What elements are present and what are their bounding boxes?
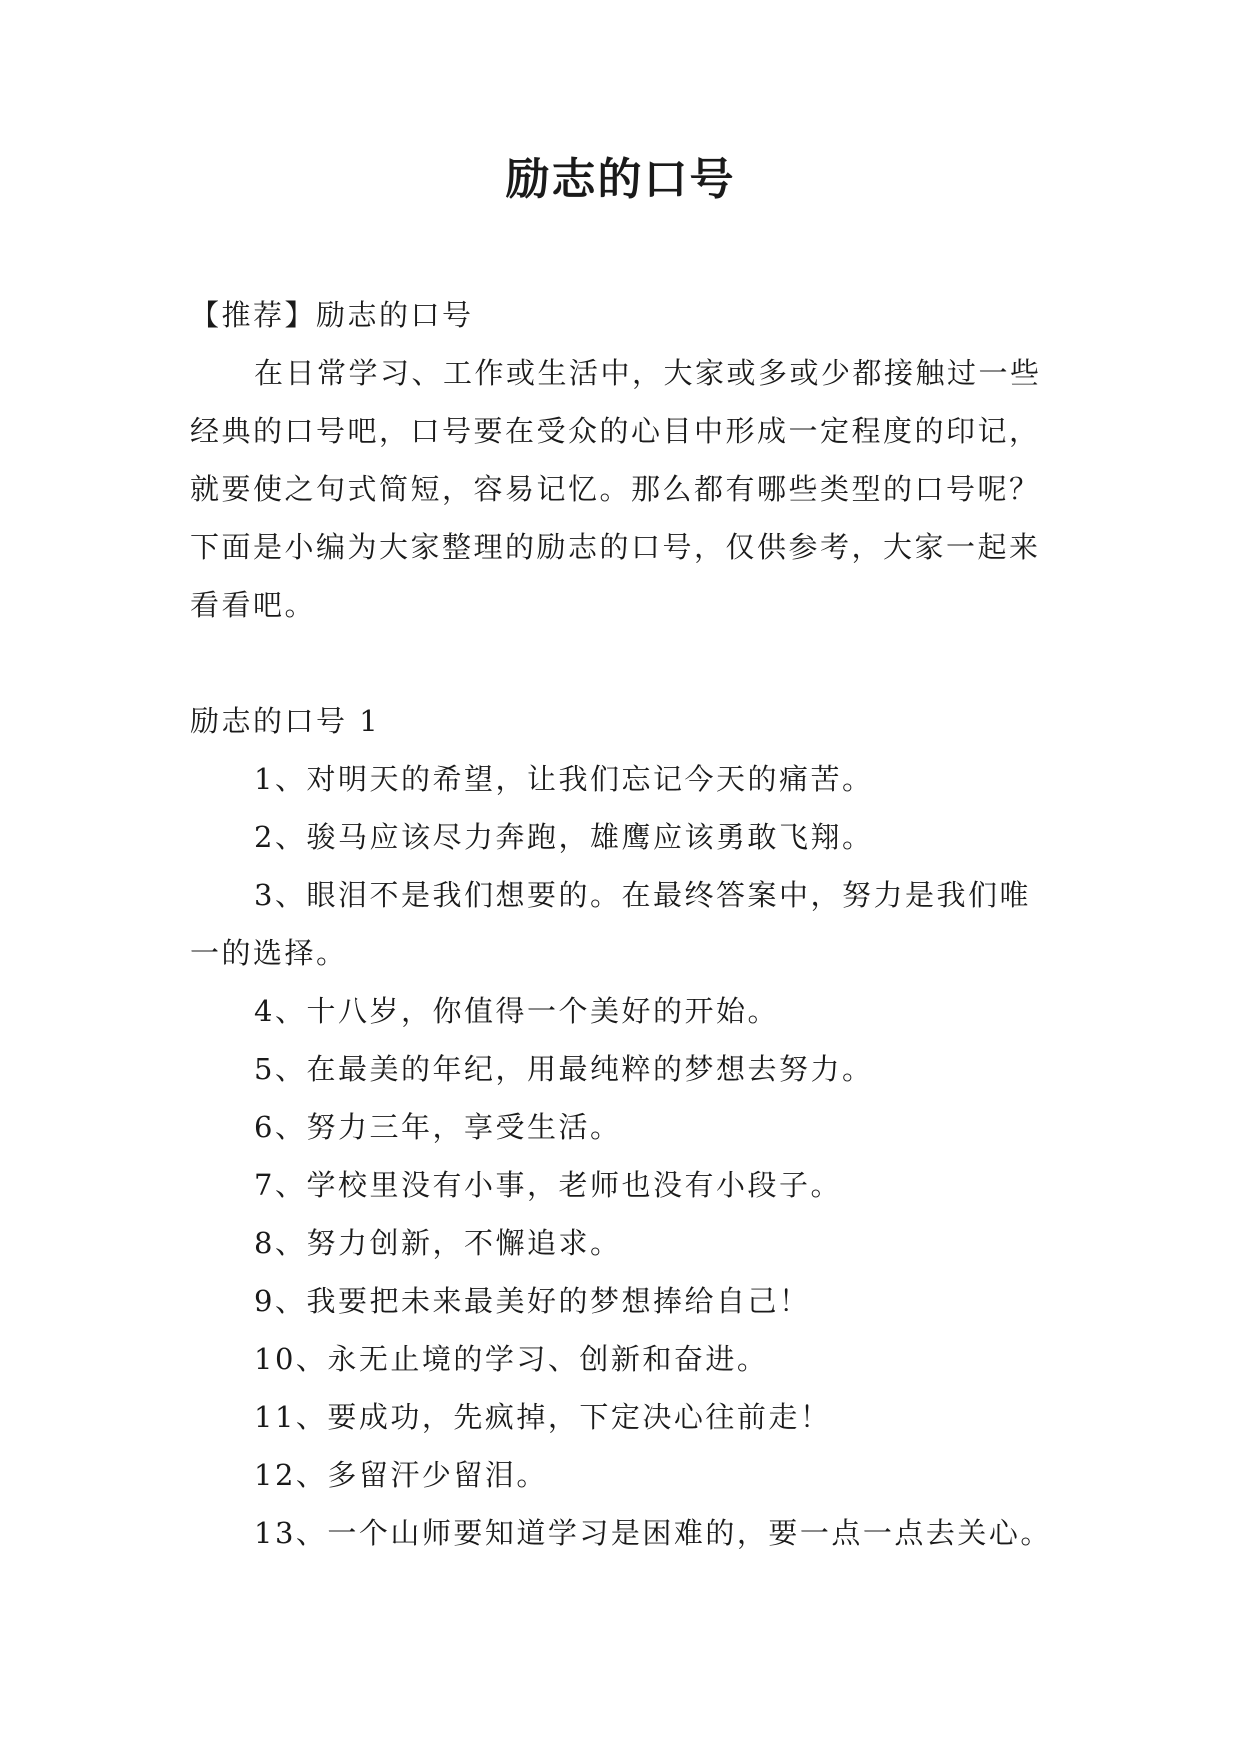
slogan-item: 4、十八岁，你值得一个美好的开始。 — [254, 994, 779, 1028]
intro-paragraph: 在日常学习、工作或生活中，大家或多或少都接触过一些经典的口号吧，口号要在受众的心目中形成一定程度的印记，就要使之句式简短，容易记忆。那么都有哪些类型的口号呢？下面是小编为大家整理的励志的口号，仅供参考，大家一起来看看吧。 — [190, 356, 1042, 622]
recommend-line: 【推荐】励志的口号 — [190, 298, 474, 332]
slogan-item: 1、对明天的希望，让我们忘记今天的痛苦。 — [254, 762, 874, 796]
document-title: 励志的口号 — [505, 154, 736, 205]
slogan-item: 9、我要把未来最美好的梦想捧给自己！ — [254, 1284, 811, 1318]
document-body — [190, 286, 1055, 1562]
paragraph-gap — [190, 634, 1055, 692]
slogan-item: 5、在最美的年纪，用最纯粹的梦想去努力。 — [254, 1052, 874, 1086]
slogan-item: 13、一个山师要知道学习是困难的，要一点一点去关心。 — [254, 1516, 1052, 1550]
slogan-item: 7、学校里没有小事，老师也没有小段子。 — [254, 1168, 842, 1202]
slogan-item: 12、多留汗少留泪。 — [254, 1458, 548, 1492]
slogan-item: 8、努力创新，不懈追求。 — [254, 1226, 622, 1260]
slogan-item: 2、骏马应该尽力奔跑，雄鹰应该勇敢飞翔。 — [254, 820, 874, 854]
slogan-item: 3、眼泪不是我们想要的。在最终答案中，努力是我们唯一的选择。 — [190, 878, 1031, 970]
slogan-item: 11、要成功，先疯掉，下定决心往前走！ — [254, 1400, 832, 1434]
slogan-item: 6、努力三年，享受生活。 — [254, 1110, 622, 1144]
section-title: 励志的口号 1 — [190, 704, 381, 738]
slogan-item: 10、永无止境的学习、创新和奋进。 — [254, 1342, 769, 1376]
